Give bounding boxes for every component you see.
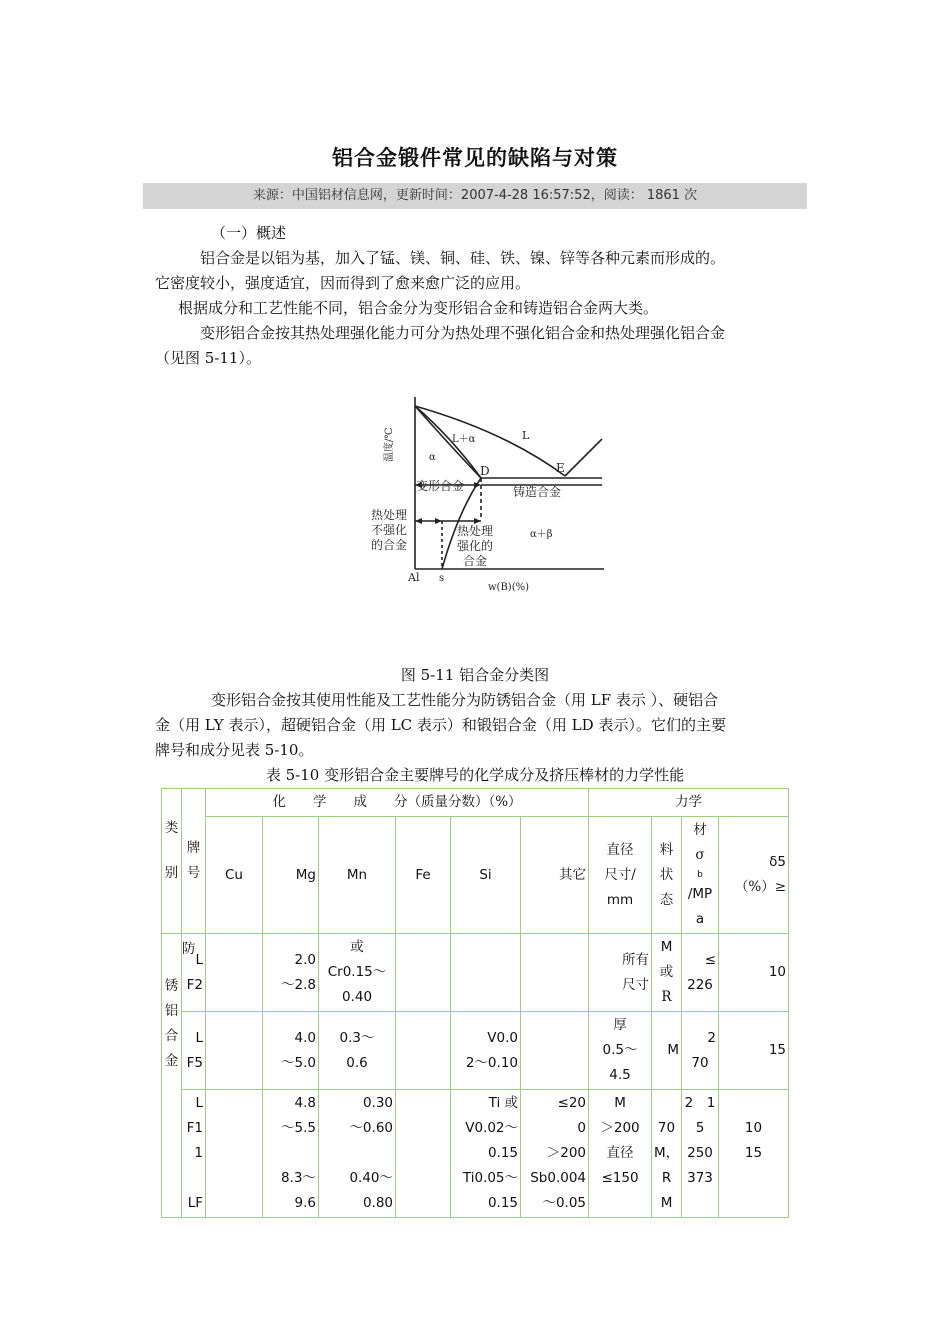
region-label: 的合金	[371, 538, 408, 552]
phase-diagram-figure	[356, 392, 616, 602]
header-sigma: 材 σ b /MP a	[682, 817, 719, 934]
region-label: 热处理	[371, 508, 408, 522]
arrow-head	[435, 518, 442, 524]
sigma-cell: 2 70	[682, 1012, 719, 1090]
table-row	[162, 934, 789, 1012]
figure-caption: 图 5-11 铝合金分类图	[400, 666, 550, 684]
delta-cell: 15	[719, 1012, 789, 1090]
region-label: L	[522, 429, 530, 442]
table-caption: 表 5-10 变形铝合金主要牌号的化学成分及挤压棒材的力学性能	[265, 766, 685, 784]
region-label: 强化的	[457, 539, 494, 553]
state-cell: M 或 R	[652, 934, 682, 1012]
header-mechanical: 力学	[589, 789, 789, 817]
section-heading: （一）概述	[211, 224, 287, 242]
state-cell: 70 M， R M	[652, 1090, 682, 1218]
header-cu: Cu	[206, 817, 263, 934]
page-title: 铝合金锻件常见的缺陷与对策	[332, 145, 618, 170]
category-cell: 防 锈 铝 合 金	[162, 934, 182, 1218]
point-label: D	[480, 464, 490, 478]
alloy-table	[161, 788, 789, 1218]
grade-cell: L F5	[182, 1012, 206, 1090]
paragraph-line: 变形铝合金按其热处理强化能力可分为热处理不强化铝合金和热处理强化铝合金	[200, 324, 726, 342]
fe-cell	[396, 934, 451, 1012]
table-row	[162, 1090, 789, 1218]
header-fe: Fe	[396, 817, 451, 934]
region-label: 铸造合金	[513, 485, 562, 499]
liquidus-far-right	[565, 439, 602, 476]
mn-cell: 或 Cr0.15～ 0.40	[319, 934, 396, 1012]
delta-cell: 10	[719, 934, 789, 1012]
paragraph-line: （见图 5-11）。	[155, 349, 261, 367]
table-subheader-row	[162, 817, 789, 934]
si-cell	[451, 934, 521, 1012]
paragraph-line: 根据成分和工艺性能不同，铝合金分为变形铝合金和铸造铝合金两大类。	[178, 299, 659, 317]
header-si: Si	[451, 817, 521, 934]
region-label: 不强化	[371, 523, 408, 537]
other-cell: ≤20 0 ＞200 Sb0.004 ～0.05	[521, 1090, 589, 1218]
diameter-cell: 厚 0.5～ 4.5	[589, 1012, 652, 1090]
arrow-head	[415, 518, 422, 524]
point-label: E	[556, 461, 565, 475]
cu-cell	[206, 1012, 263, 1090]
source-bar: 来源：中国铝材信息网，更新时间：2007-4-28 16:57:52，阅读： 1861 次	[143, 183, 807, 209]
sigma-cell: ≤ 226	[682, 934, 719, 1012]
region-label: α	[429, 452, 436, 463]
region-label: L＋α	[452, 434, 476, 445]
liquidus-right	[415, 406, 565, 476]
cu-cell	[206, 1090, 263, 1218]
region-label: α＋β	[530, 529, 553, 540]
region-label: 热处理	[457, 524, 494, 538]
grade-cell: L F1 1 LF	[182, 1090, 206, 1218]
si-cell: Ti 或 V0.02～ 0.15 Ti0.05～ 0.15	[451, 1090, 521, 1218]
mn-cell: 0.3～ 0.6	[319, 1012, 396, 1090]
header-delta: δ5 （%）≥	[719, 817, 789, 934]
diameter-cell: 所有 尺寸	[589, 934, 652, 1012]
grade-cell: L F2	[182, 934, 206, 1012]
table-header-row	[162, 789, 789, 817]
paragraph-line: 它密度较小，强度适宜，因而得到了愈来愈广泛的应用。	[155, 274, 531, 292]
fe-cell	[396, 1090, 451, 1218]
mg-cell: 4.8 ～5.5 8.3～ 9.6	[263, 1090, 319, 1218]
header-mn: Mn	[319, 817, 396, 934]
mg-cell: 4.0 ～5.0	[263, 1012, 319, 1090]
x-axis-label: w(B)(%)	[488, 582, 530, 593]
delta-cell: 10 15	[719, 1090, 789, 1218]
header-state: 料 状 态	[652, 817, 682, 934]
point-label: s	[439, 573, 445, 584]
paragraph-line: 金（用 LY 表示），超硬铝合金（用 LC 表示）和锻铝合金（用 LD 表示）。它们的主要	[155, 716, 726, 734]
paragraph-line: 铝合金是以铝为基，加入了锰、镁、铜、硅、铁、镍、锌等各种元素而形成的。	[200, 249, 726, 267]
other-cell	[521, 934, 589, 1012]
header-other: 其它	[521, 817, 589, 934]
other-cell	[521, 1012, 589, 1090]
diameter-cell: M ＞200 直径 ≤150	[589, 1090, 652, 1218]
si-cell: V0.0 2～0.10	[451, 1012, 521, 1090]
mn-cell: 0.30 ～0.60 0.40～ 0.80	[319, 1090, 396, 1218]
header-diameter: 直径 尺寸/ mm	[589, 817, 652, 934]
header-mg: Mg	[263, 817, 319, 934]
state-cell: M	[652, 1012, 682, 1090]
sigma-cell: 2 1 5 250 373	[682, 1090, 719, 1218]
fe-cell	[396, 1012, 451, 1090]
header-category: 类 别	[162, 789, 182, 934]
mg-cell: 2.0 ～2.8	[263, 934, 319, 1012]
table-row	[162, 1012, 789, 1090]
origin-label: Al	[408, 571, 420, 584]
cu-cell	[206, 934, 263, 1012]
y-axis-label: 温度/℃	[384, 427, 395, 462]
region-label: 合金	[463, 554, 488, 568]
paragraph-line: 变形铝合金按其使用性能及工艺性能分为防锈铝合金（用 LF 表示 ）、硬铝合	[211, 691, 719, 709]
header-grade: 牌 号	[182, 789, 206, 934]
region-label: 变形合金	[416, 479, 465, 493]
paragraph-line: 牌号和成分见表 5-10。	[155, 741, 314, 759]
header-composition: 化 学 成 分（质量分数）（%）	[206, 789, 589, 817]
